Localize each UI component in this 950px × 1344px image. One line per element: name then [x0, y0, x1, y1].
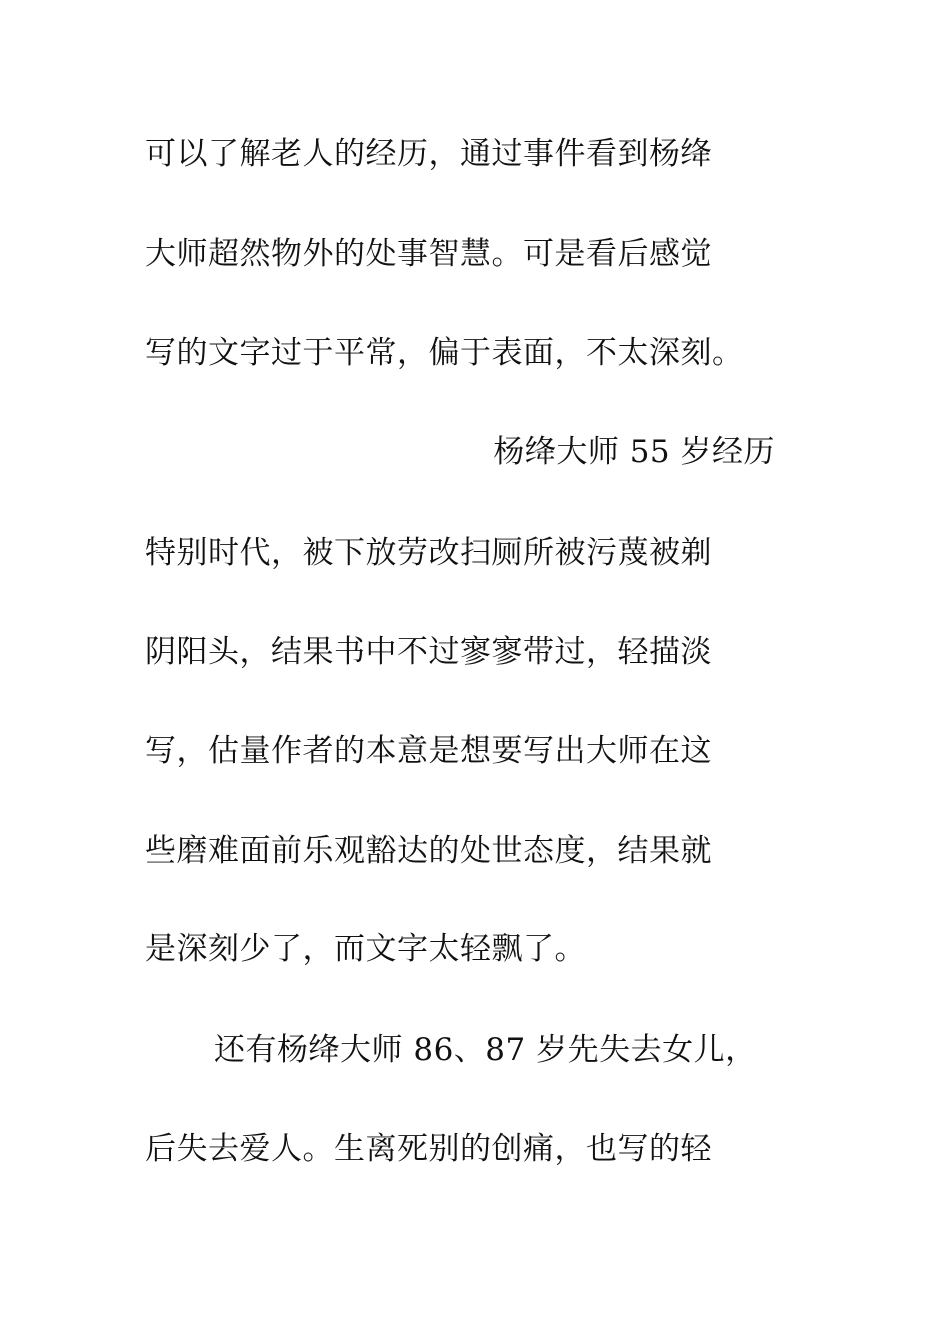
- text-line-8: 些磨难面前乐观豁达的处世态度，结果就: [145, 833, 712, 869]
- text-line-5: 特别时代，被下放劳改扫厕所被污蔑被剃: [145, 535, 712, 571]
- text-line-2: 大师超然物外的处事智慧。可是看后感觉: [145, 236, 712, 272]
- text-line-10: 还有杨绛大师 86、87 岁先失去女儿，: [214, 1032, 757, 1068]
- text-line-6: 阴阳头，结果书中不过寥寥带过，轻描淡: [145, 634, 712, 670]
- text-line-11: 后失去爱人。生离死别的创痛，也写的轻: [145, 1131, 712, 1167]
- text-line-3: 写的文字过于平常，偏于表面，不太深刻。: [145, 335, 744, 371]
- text-line-9: 是深刻少了，而文字太轻飘了。: [145, 931, 586, 967]
- text-line-7: 写，估量作者的本意是想要写出大师在这: [145, 733, 712, 769]
- text-line-1: 可以了解老人的经历，通过事件看到杨绛: [145, 136, 712, 172]
- text-line-4: 杨绛大师 55 岁经历: [493, 434, 775, 470]
